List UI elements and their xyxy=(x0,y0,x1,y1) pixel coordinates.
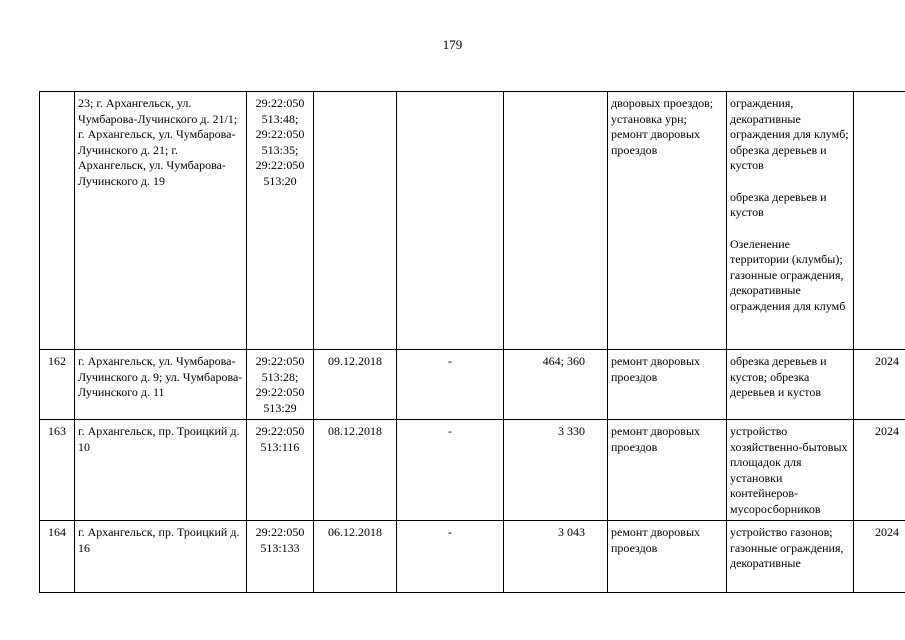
cadastral-cell xyxy=(247,420,314,521)
date-cell: 06.12.2018 xyxy=(314,521,397,593)
cadastral-line: 29:22:050 xyxy=(255,158,305,172)
row-number: 164 xyxy=(40,521,75,593)
works-cell: ремонт дворовых проездов xyxy=(608,350,727,420)
address-cell: г. Архангельск, пр. Троицкий д. 10 xyxy=(75,420,247,521)
cadastral-line: 29:22:050 xyxy=(255,385,305,399)
year-cell: 2024 xyxy=(854,420,905,521)
table-row xyxy=(40,350,905,420)
cadastral-cell xyxy=(247,92,314,350)
area-cell xyxy=(504,92,608,350)
date-cell: 09.12.2018 xyxy=(314,350,397,420)
date-cell: 08.12.2018 xyxy=(314,420,397,521)
cadastral-line: 29:22:050 xyxy=(255,424,305,438)
table-row xyxy=(40,521,905,593)
cadastral-line: 513:133 xyxy=(260,540,300,555)
address-cell: г. Архангельск, ул. Чумбарова-Лучинского д. 9; ул. Чумбарова-Лучинского д. 11 xyxy=(75,350,247,420)
cadastral-line: 29:22:050 xyxy=(255,525,305,539)
measure-text: ограждения, декоративные ограждения для клумб; обрезка деревьев и кустов xyxy=(730,96,849,172)
cadastral-cell xyxy=(247,350,314,420)
year-cell: 2024 xyxy=(854,521,905,593)
cadastral-line: 513:28; xyxy=(261,369,299,384)
cadastral-line: 513:35; xyxy=(261,142,299,157)
cadastral-line: 513:29 xyxy=(263,400,297,415)
measures-cell xyxy=(727,521,854,593)
register-table xyxy=(39,91,905,593)
measure-text: обрезка деревьев и кустов; обрезка деревьев и кустов xyxy=(730,354,827,399)
cadastral-line: 29:22:050 xyxy=(255,354,305,368)
cadastral-line: 513:48; xyxy=(261,111,299,126)
cadastral-line: 29:22:050 xyxy=(255,127,305,141)
date-cell xyxy=(314,92,397,350)
measure-text: Озеленение территории (клумбы); газонные ограждения, декоративные ограждения для клумб xyxy=(730,236,846,313)
year-cell xyxy=(854,92,905,350)
area-cell: 464; 360 xyxy=(504,350,608,420)
register-table-body xyxy=(40,92,905,593)
area-cell: 3 330 xyxy=(504,420,608,521)
cadastral-line: 513:20 xyxy=(263,173,297,188)
address-cell: 23; г. Архангельск, ул. Чумбарова-Лучинского д. 21/1; г. Архангельск, ул. Чумбарова-Лучинского д. 21; г. Архангельск, ул. Чумбарова-Лучинского д. 19 xyxy=(75,92,247,350)
year-cell: 2024 xyxy=(854,350,905,420)
works-cell: дворовых проездов; установка урн; ремонт дворовых проездов xyxy=(608,92,727,350)
measures-cell xyxy=(727,92,854,350)
dash-cell: - xyxy=(397,420,504,521)
address-cell: г. Архангельск, пр. Троицкий д. 16 xyxy=(75,521,247,593)
measure-text: устройство газонов; газонные ограждения, декоративные xyxy=(730,525,844,570)
cadastral-cell xyxy=(247,521,314,593)
area-cell: 3 043 xyxy=(504,521,608,593)
measures-cell xyxy=(727,350,854,420)
dash-cell: - xyxy=(397,350,504,420)
cadastral-line: 513:116 xyxy=(260,439,300,454)
table-row xyxy=(40,420,905,521)
cadastral-line: 29:22:050 xyxy=(255,96,305,110)
measures-cell xyxy=(727,420,854,521)
row-number: 162 xyxy=(40,350,75,420)
table-row xyxy=(40,92,905,350)
row-number xyxy=(40,92,75,350)
works-cell: ремонт дворовых проездов xyxy=(608,521,727,593)
row-number: 163 xyxy=(40,420,75,521)
page-number: 179 xyxy=(442,37,463,52)
dash-cell xyxy=(397,92,504,350)
measure-text: обрезка деревьев и кустов xyxy=(730,189,827,219)
measure-text: устройство хозяйственно-бытовых площадок для установки контейнеров-мусоросборников xyxy=(730,424,848,516)
works-cell: ремонт дворовых проездов xyxy=(608,420,727,521)
dash-cell: - xyxy=(397,521,504,593)
